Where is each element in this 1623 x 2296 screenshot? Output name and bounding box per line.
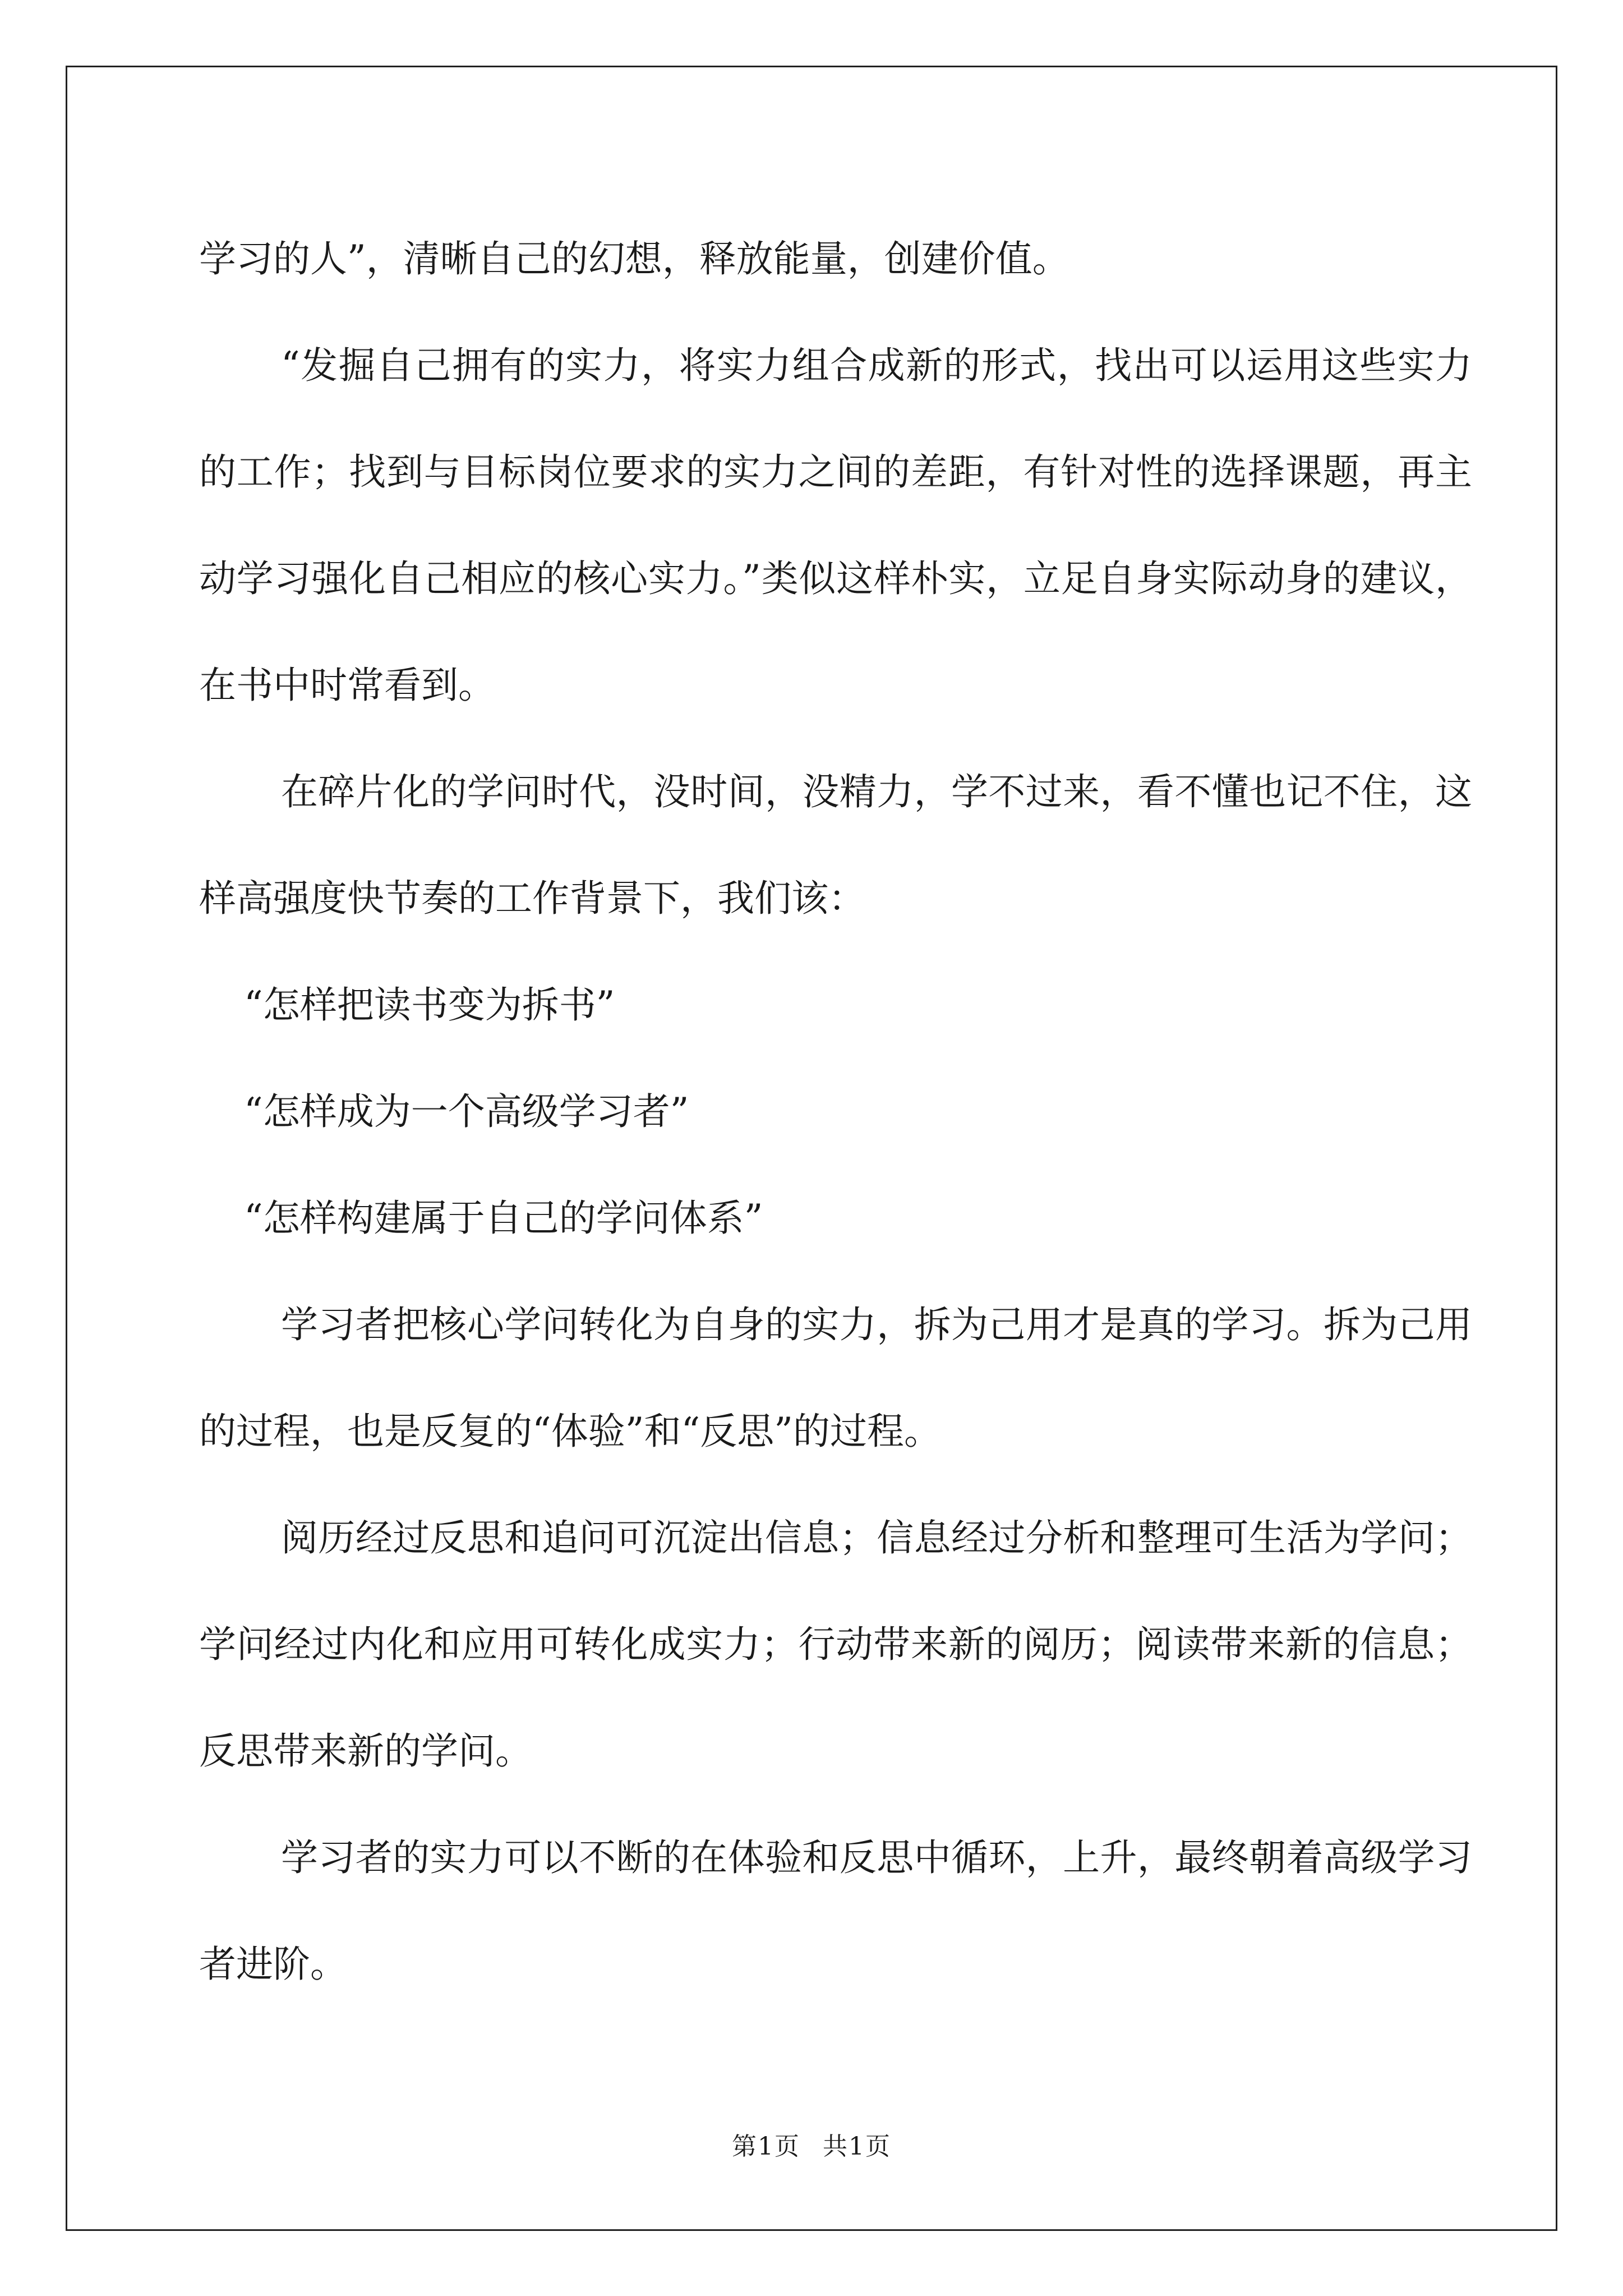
paragraph-advanced-learner: 学习者的实力可以不断的在体验和反思中循环，上升，最终朝着高级学习者进阶。 [199,1836,1472,1986]
document-body [199,206,1472,2018]
paragraph-abilities: “发掘自己拥有的实力，将实力组合成新的形式，找出可以运用这些实力的工作；找到与目标岗位要求的实力之间的差距，有针对性的选择课题，再主动学习强化自己相应的核心实力。”类似这样朴实，立足自身实际动身的建议，在书中时常看到。 [199,344,1472,707]
paragraph-continuation: 学习的人”，清晰自己的幻想，释放能量，创建价值。 [199,237,1069,280]
quote-knowledge-system: “怎样构建属于自己的学问体系” [244,1197,763,1240]
paragraph-core-knowledge: 学习者把核心学问转化为自身的实力，拆为己用才是真的学习。拆为己用的过程，也是反复的“体验”和“反思”的过程。 [199,1303,1472,1453]
quote-reading-to-dismantling: “怎样把读书变为拆书” [244,983,615,1027]
page-number: 第1页 [732,2132,800,2161]
paragraph-experience-cycle: 阅历经过反思和追问可沉淀出信息；信息经过分析和整理可生活为学问；学问经过内化和应用可转化成实力；行动带来新的阅历；阅读带来新的信息；反思带来新的学问。 [199,1516,1472,1773]
page-footer [0,2126,1623,2162]
quote-advanced-learner: “怎样成为一个高级学习者” [244,1090,689,1133]
page-total: 共1页 [823,2132,891,2161]
paragraph-fragmented-era: 在碎片化的学问时代，没时间，没精力，学不过来，看不懂也记不住，这样高强度快节奏的工作背景下，我们该： [199,770,1472,920]
